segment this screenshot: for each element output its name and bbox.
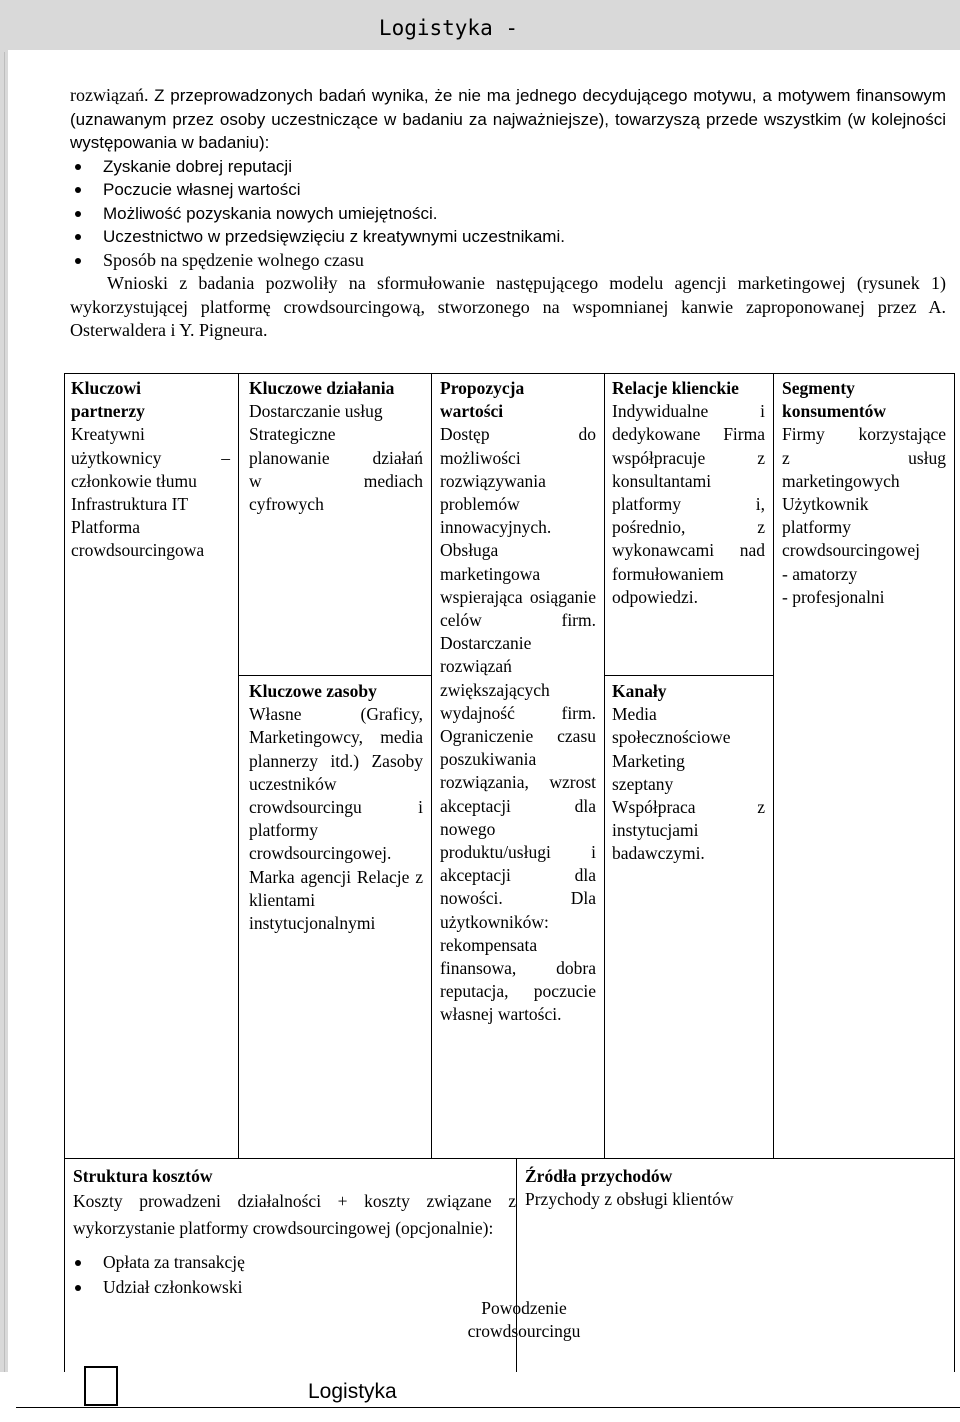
- list-item: Poczucie własnej wartości: [70, 178, 946, 202]
- caption-line: Powodzenie: [481, 1298, 567, 1318]
- cell-customer-relationships: [604, 373, 774, 676]
- channels-line: Marketing: [612, 750, 685, 771]
- partners-line: użytkownicy –: [71, 447, 230, 468]
- channels-line: społecznościowe: [612, 727, 731, 748]
- list-item: Opłata za transakcję: [73, 1250, 516, 1275]
- segments-line: platformy: [782, 517, 852, 538]
- segments-title-1: Segmenty: [782, 378, 855, 398]
- segments-line: marketingowych: [782, 470, 900, 491]
- revenue-title: Źródła przychodów: [525, 1166, 673, 1186]
- resources-title: Kluczowe zasoby: [249, 681, 377, 701]
- costs-title: Struktura kosztów: [73, 1166, 213, 1186]
- business-model-canvas: [64, 373, 955, 1379]
- segments-line: z usług: [782, 447, 946, 468]
- footer-rule: [16, 1407, 960, 1408]
- resources-text: Własne (Graficy, Marketingowcy, media plannerzy itd.) Zasoby uczestników crowdsourcingu i platformy crowdsourcingowej. Marka agencji Relacje z klientami instytucjonalnymi: [249, 704, 423, 934]
- cell-revenue-streams: [516, 1158, 955, 1379]
- caption-line: crowdsourcingu: [467, 1321, 581, 1342]
- partners-title-2: partnerzy: [71, 401, 145, 422]
- segments-line: crowdsourcingowej: [782, 540, 921, 561]
- activities-title: Kluczowe działania: [249, 378, 395, 398]
- footer-title: Logistyka: [308, 1380, 397, 1403]
- cell-key-resources: [238, 675, 432, 1159]
- segments-line: Firmy korzystające: [782, 424, 946, 445]
- segments-line: - amatorzy: [782, 563, 858, 584]
- revenue-text: Przychody z obsługi klientów: [525, 1189, 734, 1210]
- value-title-2: wartości: [440, 401, 504, 422]
- partners-line: Kreatywni: [71, 424, 145, 445]
- cell-channels: [604, 675, 774, 1159]
- cell-key-partners: [64, 373, 239, 1159]
- partners-title-1: Kluczowi: [71, 378, 141, 398]
- cell-value-proposition: [431, 373, 605, 1159]
- value-title-1: Propozycja: [440, 378, 525, 398]
- activities-line: Dostarczanie usług: [249, 401, 383, 422]
- partners-line: członkowie tłumu: [71, 470, 197, 491]
- partners-line: crowdsourcingowa: [71, 540, 205, 561]
- activities-line: w mediach: [249, 470, 423, 491]
- segments-line: - profesjonalni: [782, 586, 885, 607]
- list-item: Sposób na spędzenie wolnego czasu: [70, 249, 946, 273]
- list-item: Udział członkowski: [73, 1275, 516, 1300]
- list-item: Możliwość pozyskania nowych umiejętności.: [70, 202, 946, 226]
- conclusion-paragraph: Wnioski z badania pozwoliły na sformułowanie następującego modelu agencji marketingowej (rysunek 1) wykorzystującej platformę crowdsourcingową, stworzonego na wspomnianej kanwie zaproponowanej przez A. Osterwaldera i Y. Pigneura.: [70, 273, 946, 340]
- activities-line: planowanie działań: [249, 447, 423, 468]
- relations-text: Indywidualne i dedykowane Firma współpracuje z konsultantami platformy i, pośrednio, z wykonawcami nad formułowaniem odpowiedzi.: [612, 401, 765, 607]
- motives-list: [70, 155, 946, 273]
- page-number-box: [84, 1366, 118, 1406]
- value-text: Dostęp do możliwości rozwiązywania problemów innowacyjnych. Obsługa marketingowa wspierająca osiąganie celów firm. Dostarczanie rozwiązań zwiększających wydajność firm. Ograniczenie czasu poszukiwania rozwiązania, wzrost akceptacji dla nowego produktu/usługi i akceptacji dla nowości. Dla użytkowników: rekompensata finansowa, dobra reputacja, poczucie własnej wartości.: [440, 424, 596, 1025]
- footer-bar: [0, 1372, 960, 1422]
- channels-line: Media: [612, 704, 657, 725]
- channels-title: Kanały: [612, 681, 667, 701]
- intro-serif: rozwiązań.: [70, 85, 155, 105]
- list-item: Uczestnictwo w przedsięwzięciu z kreatywnymi uczestnikami.: [70, 225, 946, 249]
- channels-line: szeptany: [612, 773, 674, 794]
- header-title: Logistyka -: [378, 16, 518, 40]
- list-item: Zyskanie dobrej reputacji: [70, 155, 946, 179]
- activities-line: cyfrowych: [249, 494, 324, 515]
- segments-title-2: konsumentów: [782, 401, 887, 422]
- channels-line: badawczymi.: [612, 843, 705, 864]
- cell-key-activities: [238, 373, 432, 676]
- costs-text: Koszty prowadzeni działalności + koszty związane z wykorzystanie platformy crowdsourcingowej (opcjonalnie):: [73, 1191, 516, 1239]
- body-text: [70, 84, 946, 343]
- channels-line: Współpraca z: [612, 797, 765, 818]
- channels-line: instytucjami: [612, 820, 699, 841]
- partners-line: Infrastruktura IT: [71, 494, 189, 515]
- intro-sans: Z przeprowadzonych badań wynika, że nie ma jednego decydującego motywu, a motywem finansowym (uznawanym przez osoby uczestniczące w badaniu za najważniejsze), towarzyszą przede wszystkim (w kolejności występowania w badaniu):: [70, 86, 946, 152]
- relations-title: Relacje klienckie: [612, 378, 739, 398]
- left-margin-line: [4, 52, 5, 1372]
- cell-customer-segments: [773, 373, 955, 1159]
- partners-line: Platforma: [71, 517, 141, 538]
- cell-cost-structure: [64, 1158, 516, 1379]
- canvas-caption: [424, 1297, 624, 1343]
- segments-line: Użytkownik: [782, 494, 869, 515]
- intro-paragraph: [70, 84, 946, 155]
- costs-list: [73, 1250, 516, 1300]
- activities-line: Strategiczne: [249, 424, 336, 445]
- header-bar: [0, 0, 960, 52]
